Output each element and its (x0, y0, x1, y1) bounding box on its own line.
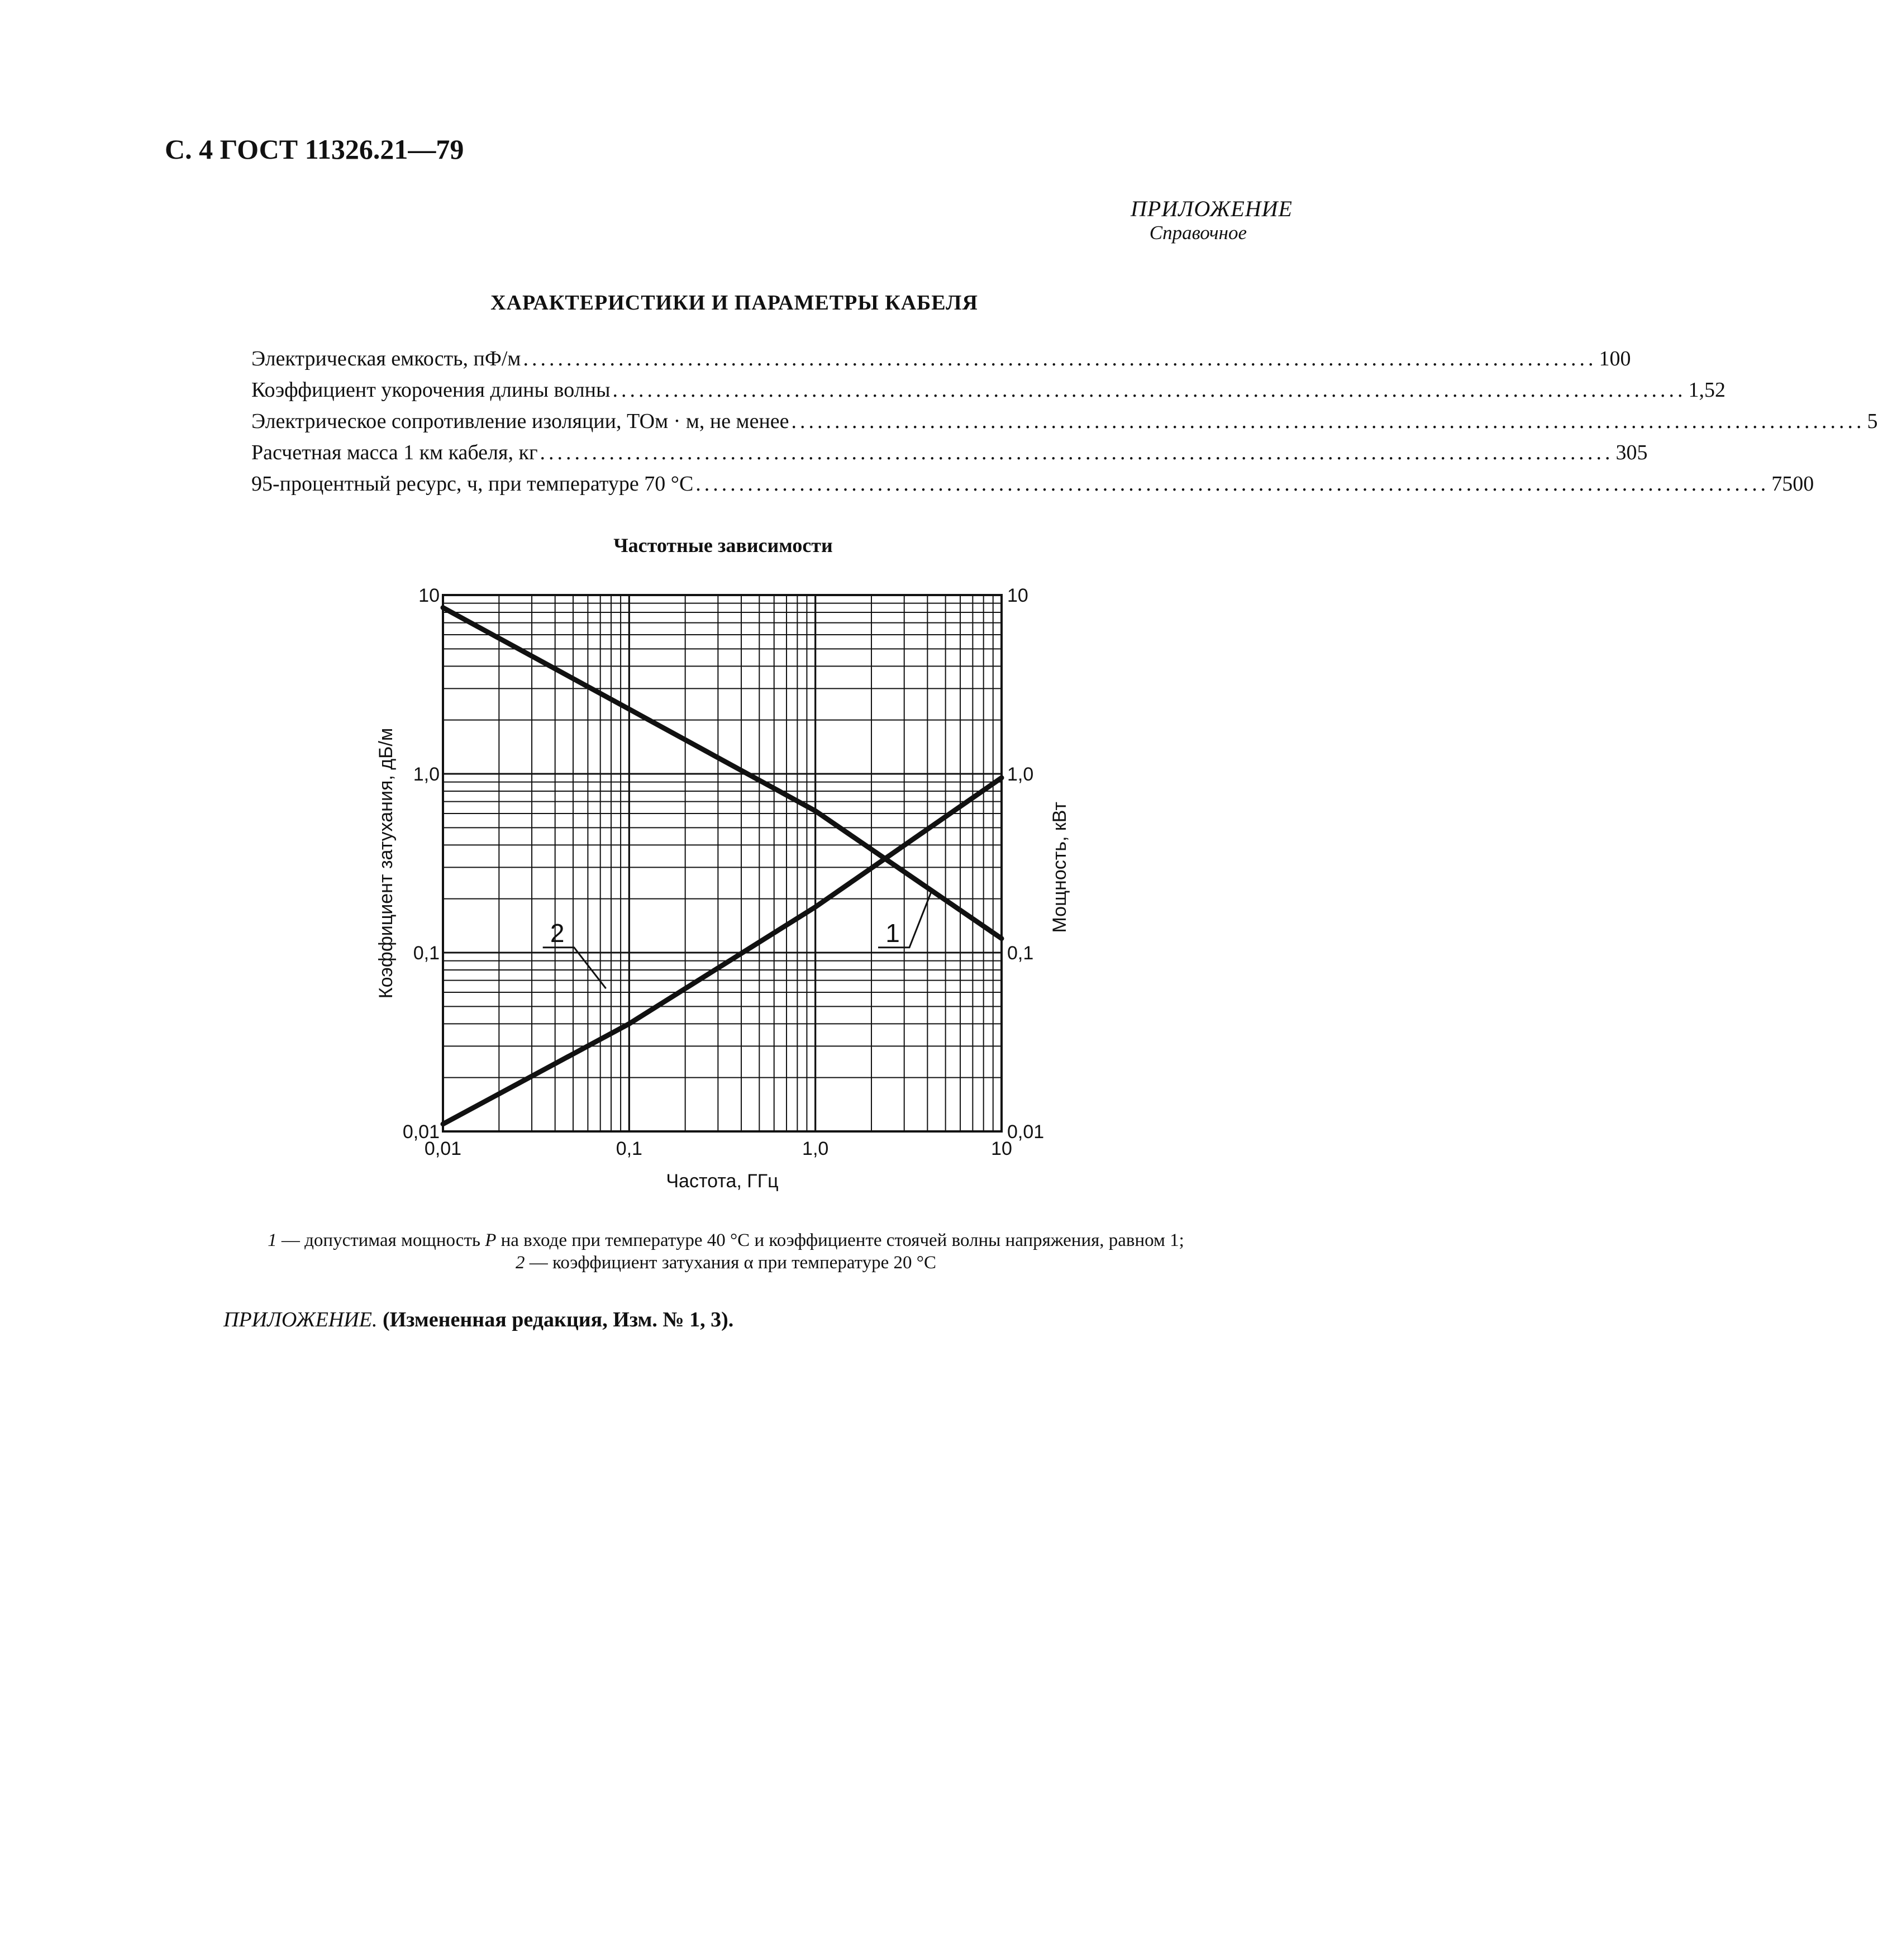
callout-label-2: 2 (550, 918, 565, 948)
y-right-tick-label: 0,01 (1007, 1121, 1045, 1143)
x-tick-label: 10 (991, 1138, 1012, 1159)
legend-number-1: 1 (268, 1230, 277, 1250)
document-title: ХАРАКТЕРИСТИКИ И ПАРАМЕТРЫ КАБЕЛЯ (490, 291, 978, 315)
y-right-tick-label: 10 (1007, 585, 1028, 606)
x-tick-label: 0,1 (616, 1138, 642, 1159)
parameter-value: 1,52 (1688, 378, 1726, 402)
footnote (223, 1307, 733, 1332)
legend-text-1b: на входе при температуре 40 °С и коэффициенте стоячей волны напряжения, равном 1; (496, 1230, 1184, 1250)
parameter-row (251, 440, 1648, 472)
frequency-chart (358, 570, 1117, 1218)
legend-line-1 (67, 1229, 1385, 1252)
y-left-tick-label: 0,1 (413, 943, 440, 964)
parameter-label: Электрическая емкость, пФ/м (251, 347, 521, 370)
leader-dots: ............................................................................................................................ (695, 472, 1770, 496)
plot-frame (443, 595, 1002, 1131)
x-tick-label: 1,0 (802, 1138, 829, 1159)
legend-line-2 (67, 1252, 1385, 1274)
leader-dots: ............................................................................................................................ (791, 410, 1865, 433)
parameter-label: 95-процентный ресурс, ч, при температуре 70 °С (251, 472, 694, 496)
legend-number-2: 2 (515, 1253, 525, 1273)
series-line-2 (443, 778, 1002, 1124)
parameter-value: 7500 (1771, 472, 1814, 496)
footnote-revision: (Измененная редакция, Изм. № 1, 3). (377, 1308, 734, 1331)
parameter-label: Электрическое сопротивление изоляции, ТОм · м, не менее (251, 410, 789, 433)
parameter-value: 100 (1599, 347, 1631, 370)
page-header: С. 4 ГОСТ 11326.21—79 (165, 134, 464, 165)
parameter-label: Расчетная масса 1 км кабеля, кг (251, 441, 538, 464)
parameter-row (251, 378, 1726, 409)
leader-dots: ............................................................................................................................ (612, 378, 1686, 402)
appendix-title: ПРИЛОЖЕНИЕ (1131, 196, 1293, 221)
appendix-subtitle: Справочное (1149, 222, 1247, 244)
x-axis-label: Частота, ГГц (666, 1171, 779, 1192)
x-tick-label: 0,01 (424, 1138, 462, 1159)
y-left-tick-label: 0,01 (402, 1121, 440, 1143)
parameter-value: 5 (1867, 410, 1878, 433)
parameter-row (251, 346, 1631, 378)
y-left-tick-label: 1,0 (413, 764, 440, 785)
y-right-tick-label: 0,1 (1007, 943, 1034, 964)
leader-dots: ............................................................................................................................ (540, 441, 1614, 464)
y-left-tick-label: 10 (418, 585, 440, 606)
parameter-label: Коэффициент укорочения длины волны (251, 378, 611, 402)
leader-dots: ............................................................................................................................ (523, 347, 1597, 370)
y-right-tick-label: 1,0 (1007, 764, 1034, 785)
parameters-list (251, 346, 1878, 503)
parameter-row (251, 472, 1814, 503)
footnote-appendix: ПРИЛОЖЕНИЕ. (223, 1308, 378, 1331)
legend (0, 1229, 1385, 1274)
y-right-axis-label: Мощность, кВт (1049, 802, 1070, 933)
legend-symbol-p: P (485, 1230, 497, 1250)
parameter-value: 305 (1615, 441, 1648, 464)
legend-text-1a: — допустимая мощность (277, 1230, 485, 1250)
chart-title: Частотные зависимости (613, 534, 833, 556)
parameter-row (251, 409, 1878, 440)
y-left-axis-label: Коэффициент затухания, дБ/м (375, 727, 397, 999)
callout-leader-2 (543, 948, 606, 988)
appendix-label (1131, 196, 1293, 244)
legend-text-2: — коэффициент затухания α при температуре 20 °С (525, 1253, 937, 1273)
callout-label-1: 1 (885, 918, 900, 948)
